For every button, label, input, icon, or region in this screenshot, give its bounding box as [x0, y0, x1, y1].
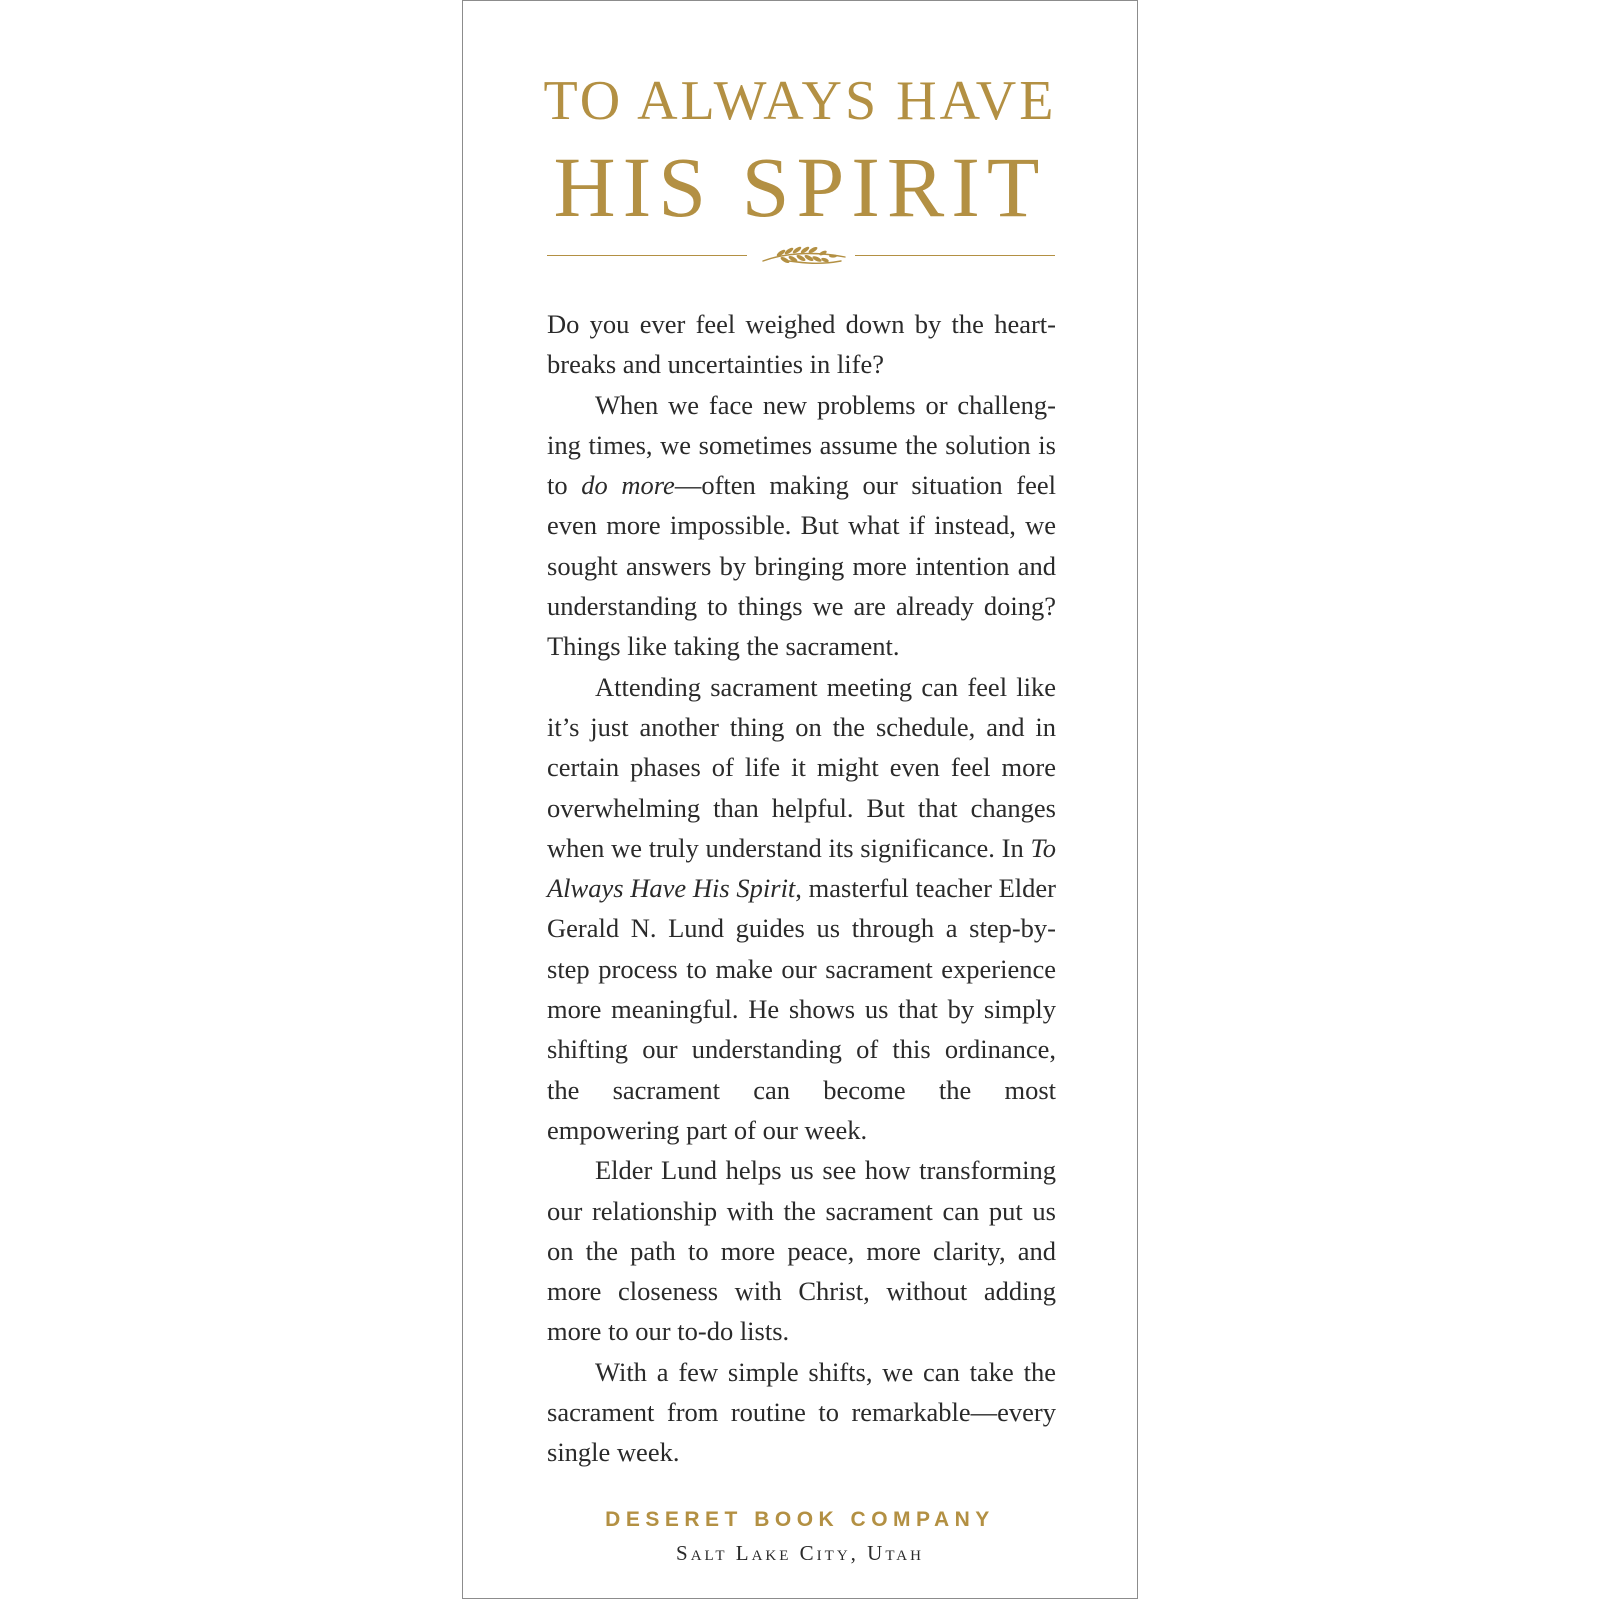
book-back-cover [462, 0, 1138, 1599]
paragraph-4: Elder Lund helps us see how transforming our relationship with the sacrament can put us on the path to more peace, more clarity, and more closeness with Christ, without adding more to our to-do lists. [547, 1155, 1056, 1347]
paragraph-2: When we face new problems or challenging times, we sometimes assume the solution is to do more—often making our situation feel even more impossible. But what if instead, we sought answers by bringing more intention and understanding to things we are already doing? Things like taking the sacrament. [547, 389, 1057, 662]
wheat-sprig-icon [759, 241, 849, 269]
title-line-1: TO ALWAYS HAVE [543, 70, 1057, 132]
description-text [547, 304, 1056, 1473]
paragraph-3: Attending sacrament meeting can feel like it’s just another thing on the schedule, and in certain phases of life it might even feel more overwhelming than helpful. But that changes when we truly understand its significance. In To Always Have His Spirit, masterful teacher Elder Gerald N. Lund guides us through a step-by-step process to make our sacrament experience more meaningful. He shows us that by simply shifting our understanding of this ordinance, the sacrament can become the most empowering part of our week. [547, 671, 1056, 1145]
book-title-italic: To Always Have His Spirit [547, 832, 1056, 904]
divider-rule-left [547, 255, 747, 256]
paragraph-5: With a few simple shifts, we can take the sacrament from routine to remarkable—every single week. [547, 1356, 1056, 1468]
divider-rule-right [855, 255, 1055, 256]
title-line-2: HIS SPIRIT [553, 139, 1047, 235]
paragraph-1: Do you ever feel weighed down by the heartbreaks and uncertainties in life? [547, 309, 1056, 380]
emphasis-do-more: do more [581, 470, 675, 501]
publisher-city: Salt Lake City, Utah [676, 1541, 924, 1565]
publisher-name: DESERET BOOK COMPANY [605, 1508, 995, 1531]
